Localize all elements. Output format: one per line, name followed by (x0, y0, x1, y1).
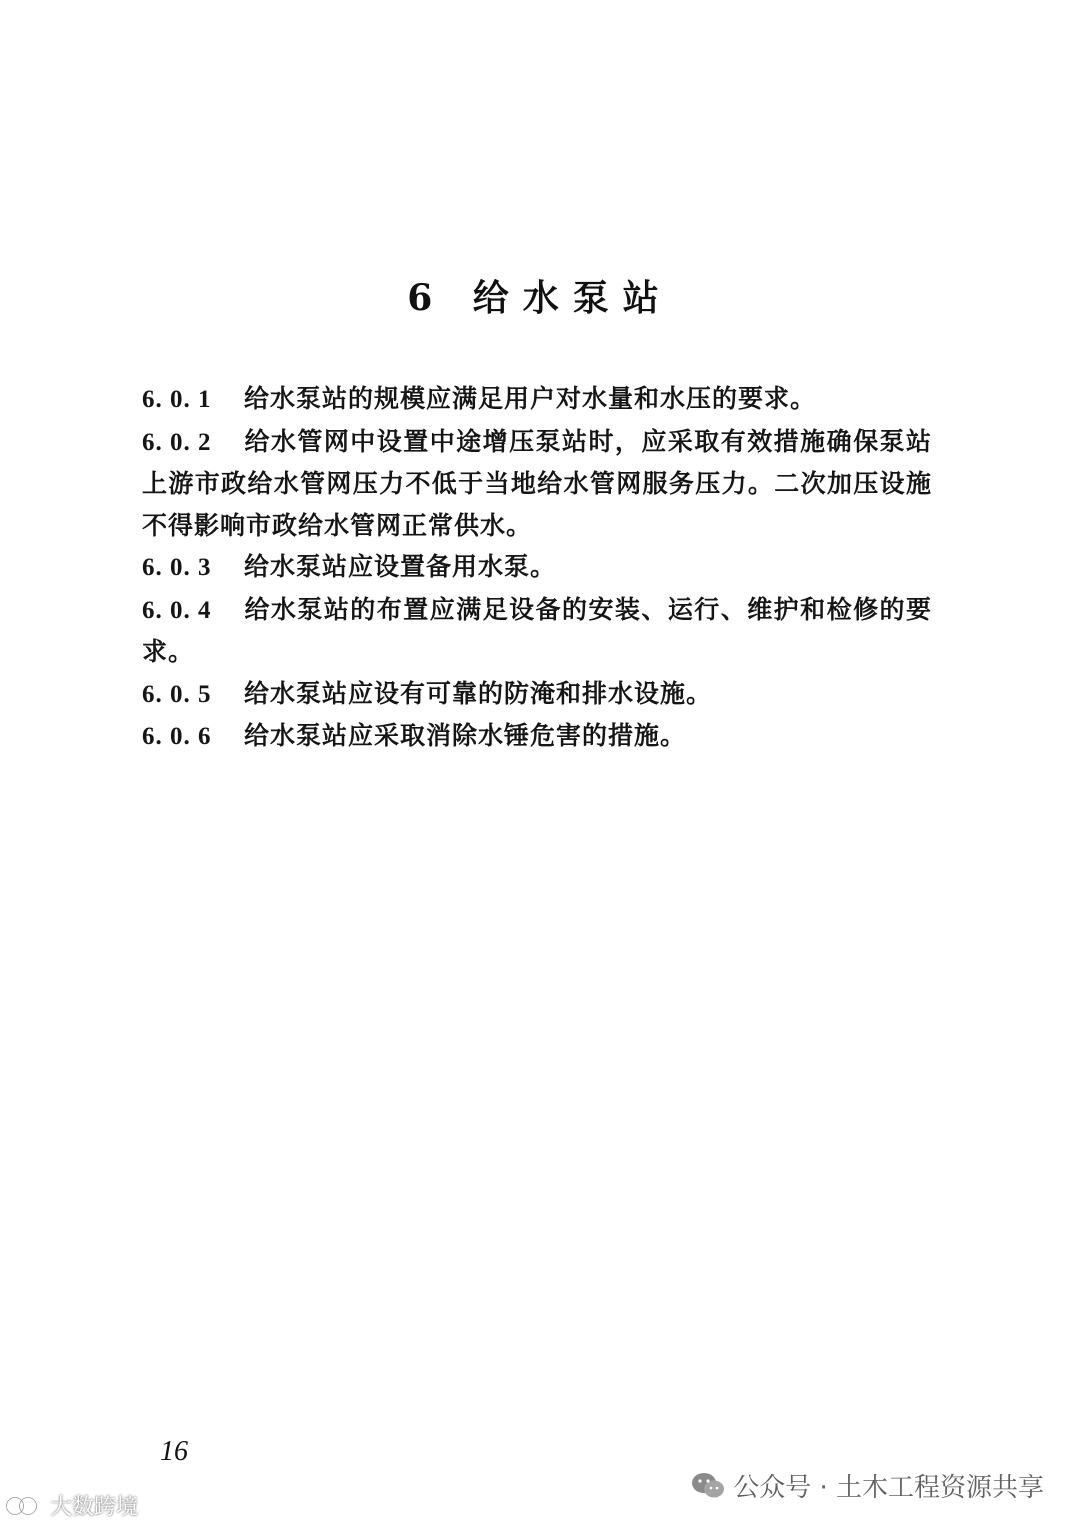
clause-text: 给水泵站应设置备用水泵。 (244, 552, 557, 581)
page-number: 16 (160, 1436, 188, 1467)
clause-6-0-6 (142, 715, 932, 758)
watermark-brand (6, 1490, 138, 1521)
clause-number: 6. 0. 1 (142, 386, 212, 413)
watermark-account-text: 公众号 · 土木工程资源共享 (733, 1473, 1044, 1503)
clause-number: 6. 0. 3 (142, 554, 212, 581)
clause-6-0-5 (142, 673, 932, 716)
clause-text: 给水泵站应设有可靠的防淹和排水设施。 (244, 678, 713, 708)
page-title: 6 给水泵站 (407, 277, 673, 319)
clause-list (142, 378, 932, 758)
clause-6-0-2 (142, 421, 932, 547)
clause-text: 给水泵站的规模应满足用户对水量和水压的要求。 (244, 384, 817, 413)
wechat-icon (691, 1472, 725, 1500)
brand-logo-icon (6, 1495, 46, 1517)
clause-text: 给水泵站的布置应满足设备的安装、运行、维护和检修的要求。 (142, 594, 932, 666)
clause-number: 6. 0. 2 (142, 428, 212, 456)
clause-text: 给水泵站应采取消除水锤危害的措施。 (244, 721, 687, 750)
watermark-brand-text: 大数跨境 (50, 1495, 139, 1520)
clause-text: 给水管网中设置中途增压泵站时，应采取有效措施确保泵站上游市政给水管网压力不低于当地给水管网服务压力。二次加压设施不得影响市政给水管网正常供水。 (142, 426, 932, 540)
clause-number: 6. 0. 4 (142, 596, 212, 624)
clause-6-0-3 (142, 546, 932, 589)
clause-number: 6. 0. 6 (142, 723, 212, 750)
watermark-account (691, 1467, 1044, 1504)
clause-6-0-4 (142, 589, 932, 673)
clause-6-0-1 (142, 378, 932, 421)
clause-number: 6. 0. 5 (142, 680, 212, 708)
